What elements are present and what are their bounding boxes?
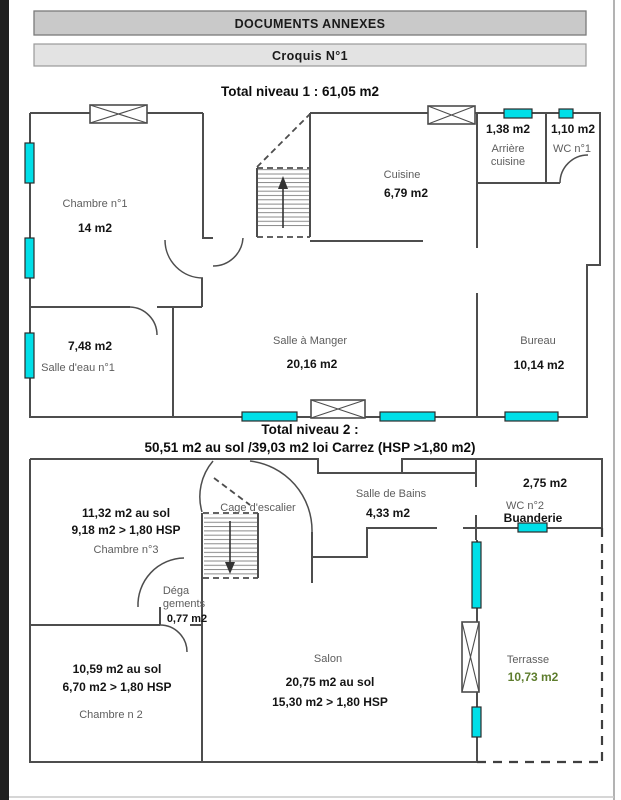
room-area-terrasse: 10,73 m2 xyxy=(507,670,559,684)
room-area-hsp-chambre3: 9,18 m2 > 1,80 HSP xyxy=(71,523,181,537)
header-bar xyxy=(34,11,586,35)
room-label-bureau: Bureau xyxy=(520,335,556,347)
window-icon xyxy=(472,542,481,608)
room-label-terrasse: Terrasse xyxy=(506,654,550,666)
room-label-cage-escalier: Cage d'escalier xyxy=(220,502,296,514)
door-wc1-icon xyxy=(560,155,588,183)
room-label-wc2: WC n°2 xyxy=(505,500,545,512)
room-label-chambre2: Chambre n 2 xyxy=(79,709,143,721)
room-label-buanderie: Buanderie xyxy=(503,511,563,525)
scan-edge-band xyxy=(0,0,9,800)
room-area-wc1: 1,10 m2 xyxy=(550,122,596,136)
room-label-salle-eau: Salle d'eau n°1 xyxy=(41,362,115,374)
room-label-chambre1: Chambre n°1 xyxy=(62,198,128,210)
crossed-window-icon xyxy=(90,105,147,123)
window-icon xyxy=(472,707,481,737)
room-area-salle-eau: 7,48 m2 xyxy=(67,339,113,353)
room-area-hsp-chambre2: 6,70 m2 > 1,80 HSP xyxy=(62,680,172,694)
level1-plan xyxy=(25,105,600,421)
window-icon xyxy=(25,333,34,378)
sketch-title: Croquis N°1 xyxy=(271,49,349,63)
window-icon xyxy=(380,412,435,421)
room-area-degagements: 0,77 m2 xyxy=(166,613,208,625)
room-label-degagements-2: gements xyxy=(162,598,206,610)
crossed-window-icon xyxy=(462,622,479,692)
crossed-window-icon xyxy=(311,400,365,418)
window-icon xyxy=(505,412,558,421)
stairwell-arch-left xyxy=(200,461,213,512)
room-label-arriere-cuisine-2: cuisine xyxy=(490,156,526,168)
room-area-sol-chambre3: 11,32 m2 au sol xyxy=(81,506,171,520)
room-label-salon: Salon xyxy=(313,653,343,665)
door-landing-icon xyxy=(213,238,243,266)
room-label-salle-bains: Salle de Bains xyxy=(355,488,427,500)
door-salle-eau-icon xyxy=(130,307,157,335)
room-label-salle-manger: Salle à Manger xyxy=(273,335,347,347)
window-icon xyxy=(25,143,34,183)
room-area-salle-bains: 4,33 m2 xyxy=(365,506,411,520)
room-area-arriere-cuisine: 1,38 m2 xyxy=(485,122,531,136)
room-area-sol-salon: 20,75 m2 au sol xyxy=(285,675,375,689)
room-label-cuisine: Cuisine xyxy=(383,169,421,181)
door-chambre1-icon xyxy=(165,240,203,278)
subheader-bar xyxy=(34,44,586,66)
level2-plan xyxy=(30,459,602,762)
window-icon xyxy=(559,109,573,118)
stairwell-slope-dash xyxy=(214,478,250,505)
window-icon xyxy=(25,238,34,278)
window-icon xyxy=(242,412,297,421)
room-area-cuisine: 6,79 m2 xyxy=(383,186,429,200)
room-area-wc2: 2,75 m2 xyxy=(522,476,568,490)
terrace-boundary-dash xyxy=(477,528,602,762)
room-area-hsp-salon: 15,30 m2 > 1,80 HSP xyxy=(272,695,388,709)
room-label-chambre3: Chambre n°3 xyxy=(93,544,159,556)
room-label-degagements-1: Déga xyxy=(162,585,190,597)
crossed-window-icon xyxy=(428,106,475,124)
room-area-chambre1: 14 m2 xyxy=(77,221,113,235)
door-chambre2-icon xyxy=(160,625,187,652)
room-area-bureau: 10,14 m2 xyxy=(513,358,565,372)
level2-title-line1: Total niveau 2 : xyxy=(261,422,359,437)
room-area-salle-manger: 20,16 m2 xyxy=(286,357,338,371)
level1-title: Total niveau 1 : 61,05 m2 xyxy=(220,84,380,99)
level2-title-line2: 50,51 m2 au sol /39,03 m2 loi Carrez (HSP >1,80 m2) xyxy=(144,440,476,455)
window-icon xyxy=(504,109,532,118)
staircase-down xyxy=(203,513,258,578)
staircase-up xyxy=(257,114,310,237)
page-title: DOCUMENTS ANNEXES xyxy=(234,17,386,31)
stairwell-arch-right xyxy=(250,461,312,532)
room-area-sol-chambre2: 10,59 m2 au sol xyxy=(72,662,162,676)
room-label-arriere-cuisine-1: Arrière xyxy=(491,143,525,155)
room-label-wc1: WC n°1 xyxy=(552,143,592,155)
